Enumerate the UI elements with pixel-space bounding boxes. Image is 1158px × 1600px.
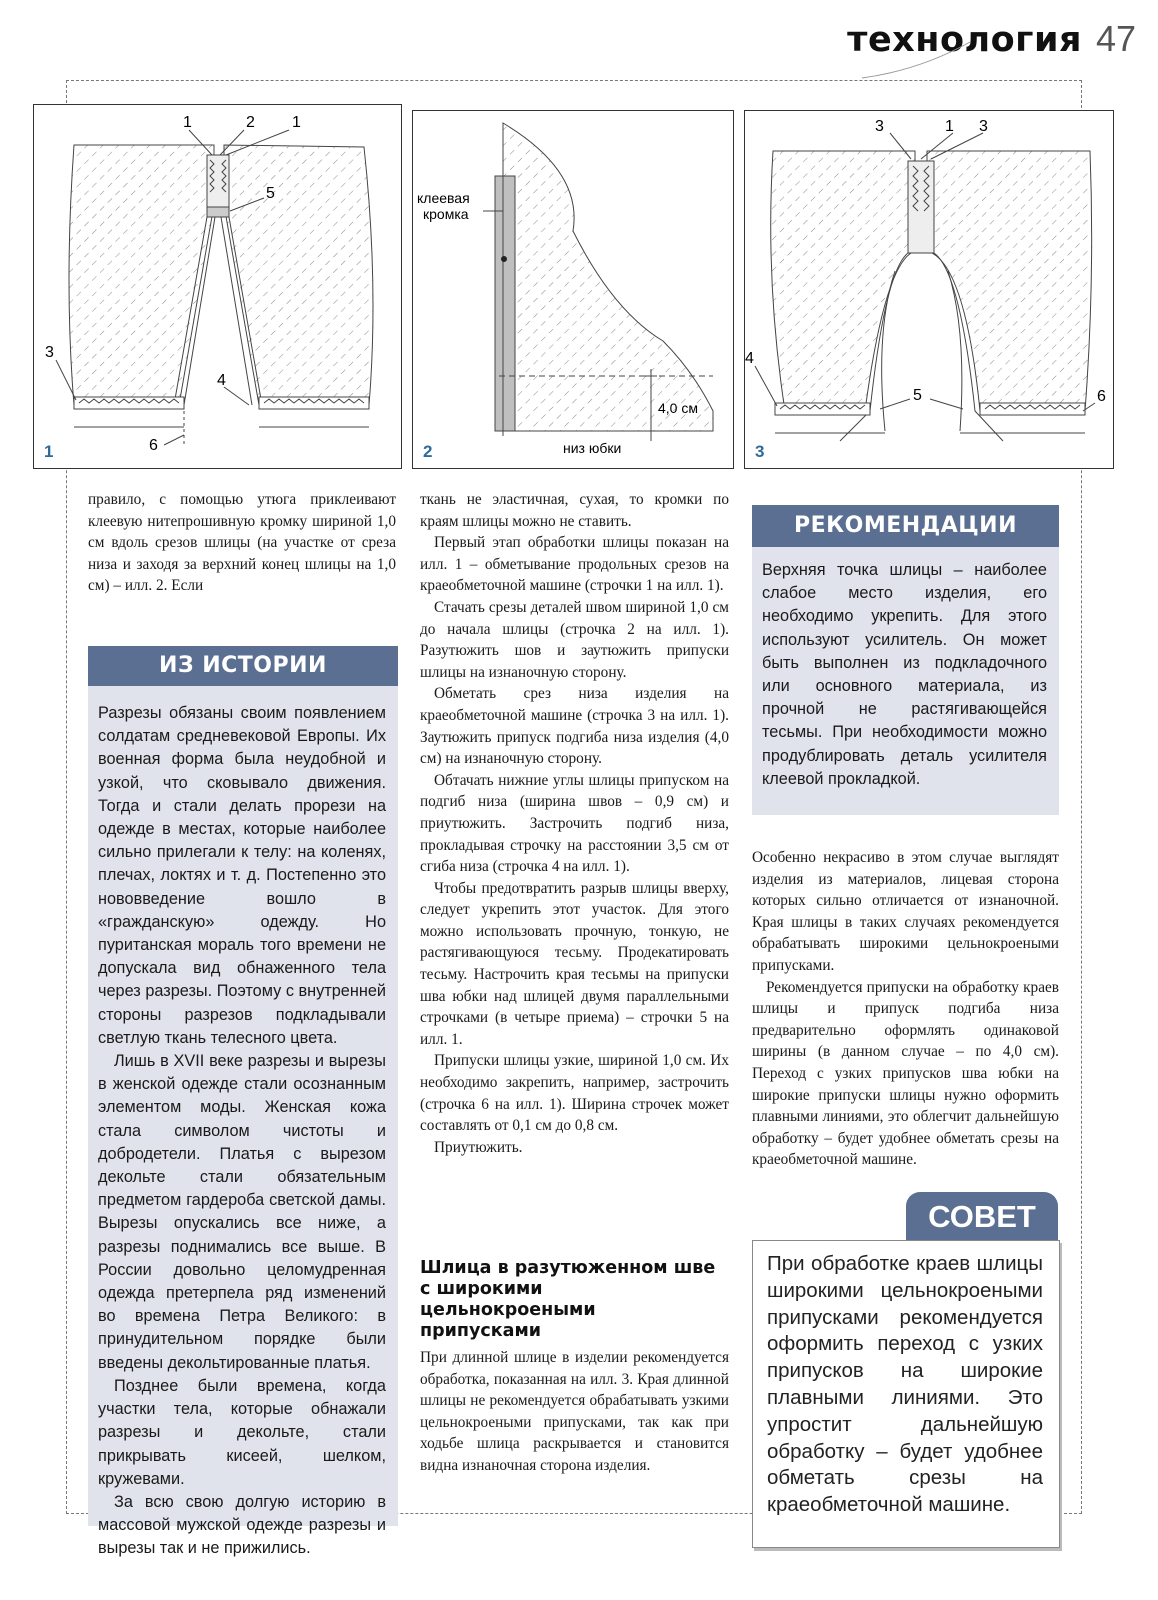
fig1-label-1a: 1	[183, 114, 192, 131]
figure-3-number: 3	[755, 442, 765, 461]
column-2-text	[420, 489, 729, 1158]
advice-title: СОВЕТ	[906, 1192, 1058, 1240]
recommendations-text: Верхняя точка шлицы – наиболее слабое место изделия, его необходимо укрепить. Для этого используют усилитель. Он может быть выполнен из подкладочного или основного материала, из прочной не растягивающейся тесьмы. При необходимости можно продублировать деталь усилителя клеевой прокладкой.	[762, 561, 1047, 788]
figure-1-number: 1	[44, 442, 54, 461]
figure-3-drawing	[745, 111, 1113, 468]
history-paragraph: Разрезы обязаны своим появлением солдатам средневековой Европы. Их военная форма была неудобной и узкой, что сковывало движения. Тогда и стали делать прорези на одежде в местах, которые наиболее сильно прилегали к телу: на коленях, плечах, локтях и т. д. Постепенно это нововведение вошло в «гражданскую» одежду. Но пуританская мораль того времени не допускала вид обнаженного тела через разрезы. Поэтому с внутренней стороны разрезов подкладывали светлую ткань телесного цвета.	[98, 704, 386, 1047]
column-2-lower-text	[420, 1347, 729, 1477]
figure-3	[744, 110, 1114, 469]
history-box	[88, 646, 398, 1558]
fig2-glue-label-2: кромка	[423, 206, 469, 222]
col2-subheading: Шлица в разутюженном шве с широкими цельнокроеными припусками	[420, 1258, 716, 1341]
fig2-glue-label-1: клеевая	[417, 190, 470, 206]
recommendations-box	[752, 505, 1059, 815]
col2-paragraph: Чтобы предотвратить разрыв шлицы вверху, следует укрепить этот участок. Для этого можно использовать прочную, тонкую, не растягивающуюся тесьму. Продекатировать тесьму. Настрочить края тесьмы на припуски шва юбки над шлицей двумя параллельными строчками (в четыре приема) – строчки 5 на илл. 1.	[420, 879, 729, 1048]
col2-paragraph: Обтачать нижние углы шлицы припуском на подгиб низа (ширина швов – 0,9 см) и приутюжить. Застрочить подгиб низа, прокладывая строчку на расстоянии 3,5 см от сгиба низа (строчка 4 на илл. 1).	[420, 771, 729, 876]
history-body	[98, 702, 386, 1561]
fig1-label-2: 2	[246, 114, 255, 131]
col1-paragraph: правило, с помощью утюга приклеивают клеевую нитепрошивную кромку шириной 1,0 см вдоль срезов шлицы (на участке от среза низа и заходя за верхний конец шлицы на 1,0 см) – илл. 2. Если	[88, 491, 396, 595]
fig2-hem-label: низ юбки	[563, 440, 622, 456]
col2-paragraph: Приутюжить.	[434, 1138, 523, 1156]
fig3-label-4: 4	[745, 350, 754, 367]
col3-paragraph: Рекомендуется припуски на обработку краев шлицы и припуск подгиба низа предварительно оформлять одинаковой ширины (в данном случае – по 4,0 см). Переход с узких припусков шва юбки на широкие припуски шлицы нужно оформить плавными линиями, это облегчит дальнейшую обработку – будет удобнее обметать срезы на краеобметочной машине.	[752, 978, 1059, 1169]
col2-paragraph: ткань не эластичная, сухая, то кромки по краям шлицы можно не ставить.	[420, 491, 729, 530]
section-title: технология	[847, 20, 1082, 60]
fig1-label-1b: 1	[292, 114, 301, 131]
col2-paragraph: Первый этап обработки шлицы показан на илл. 1 – обметывание продольных срезов на краеобметочной машине (строчки 1 на илл. 1).	[420, 534, 729, 595]
col2-paragraph: Стачать срезы деталей швом шириной 1,0 см до начала шлицы (строчка 2 на илл. 1). Разутюжить шов и заутюжить припуски шлицы на изнаночную сторону.	[420, 598, 729, 681]
col2-paragraph: Обметать срез низа изделия на краеобметочной машине (строчка 3 на илл. 1). Заутюжить припуск подгиба низа изделия (4,0 см) на изнаночную сторону.	[420, 685, 729, 768]
fig1-label-3: 3	[45, 344, 54, 361]
recommendations-body	[762, 559, 1047, 791]
advice-text: При обработке краев шлицы широкими цельнокроеными припусками рекомендуется оформить переход с узких припусков на широкие плавными линиями. Это упростит дальнейшую обработку – будет удобнее обметать срезы на краеобметочной машине.	[767, 1252, 1043, 1517]
figure-2-drawing	[413, 111, 733, 468]
fig3-label-3b: 3	[979, 118, 988, 135]
fig2-dim-label: 4,0 см	[658, 400, 698, 416]
fig3-label-1: 1	[945, 118, 954, 135]
fig1-label-5: 5	[266, 185, 275, 202]
header-swoosh	[860, 40, 980, 80]
col3-paragraph: Особенно некрасиво в этом случае выглядят изделия из материалов, лицевая сторона которых сильно отличается от изнаночной. Края шлицы в таких случаях рекомендуется обрабатывать широкими цельнокроеными припусками.	[752, 849, 1059, 974]
col2-after-paragraph: При длинной шлице в изделии рекомендуется обработка, показанная на илл. 3. Края длинной шлицы не рекомендуется обрабатывать узкими цельнокроеными припусками, так как при ходьбе шлица раскрывается и становится видна изнаночная сторона изделия.	[420, 1349, 729, 1474]
history-title: ИЗ ИСТОРИИ	[88, 646, 398, 686]
fig1-label-6: 6	[149, 437, 158, 454]
fig3-label-5: 5	[913, 387, 922, 404]
figure-2-number: 2	[423, 442, 433, 461]
advice-box	[752, 1240, 1060, 1548]
figure-1-drawing	[34, 105, 401, 468]
history-paragraph: За всю свою долгую историю в массовой мужской одежде разрезы и вырезы так и не прижились.	[98, 1492, 386, 1558]
figure-2	[412, 110, 734, 469]
history-paragraph: Лишь в XVII веке разрезы и вырезы в женской одежде стали осознанным элементом моды. Женская кожа стала символом чистоты и добродетели. Платья с вырезом декольте стали обязательным предметом гардероба светской дамы. Вырезы опускались все ниже, а разрезы поднимались все выше. В России довольно целомудренная одежда претерпела ряд изменений во времена Петра Великого: в принудительном порядке были введены декольтированные платья.	[98, 1052, 386, 1372]
column-3-text	[752, 847, 1059, 1171]
col2-paragraph: Припуски шлицы узкие, шириной 1,0 см. Их необходимо закрепить, например, застрочить (строчка 6 на илл. 1). Ширина строчек может составлять от 0,1 см до 0,8 см.	[420, 1052, 729, 1135]
fig1-label-4: 4	[217, 372, 226, 389]
fig3-label-3a: 3	[875, 118, 884, 135]
figure-1	[33, 104, 402, 469]
fig3-label-6: 6	[1097, 388, 1106, 405]
recommendations-title: РЕКОМЕНДАЦИИ	[752, 505, 1059, 547]
page-number: 47	[1095, 18, 1136, 59]
history-paragraph: Позднее были времена, когда участки тела, которые обнажали разрезы и декольте, стали прикрывать кисеей, шелком, кружевами.	[98, 1376, 386, 1488]
column-1-text	[88, 489, 396, 597]
